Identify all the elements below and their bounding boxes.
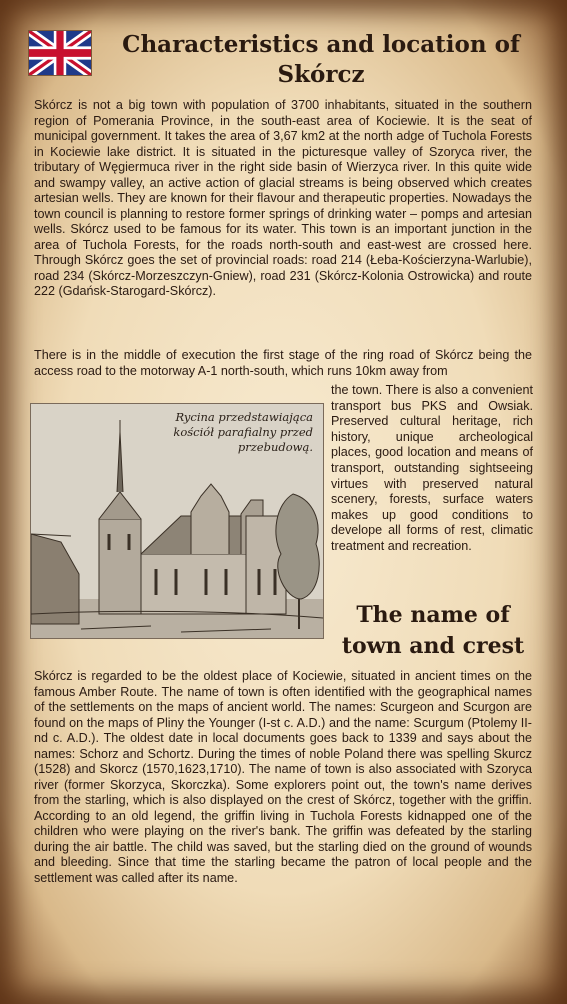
church-engraving xyxy=(30,403,324,639)
uk-flag-icon xyxy=(28,30,92,76)
section-heading-name: The name of town and crest xyxy=(341,602,525,659)
page-title: Characteristics and location of Skórcz xyxy=(122,31,520,88)
transport-paragraph: the town. There is also a convenient transport bus PKS and Owsiak. Preserved cultural heritage, rich history, unique archeological places, good location and means of transport, outstanding sightseeing virtues with preserved natural scenery, forests, surface waters makes up good conditions to develope all forms of rest, climatic treatment and recreation. xyxy=(331,383,533,553)
engraving-caption: Rycina przedstawiająca kościół parafialny przed przebudową. xyxy=(173,410,313,454)
intro-paragraph: Skórcz is not a big town with population of 3700 inhabitants, situated in the southern region of Pomerania Province, in the south-east area of Kociewie. It is the seat of municipal government. It takes the area of 3,67 km2 at the north adge of Tuchola Forests in Kociewie lake district. It is situated in the picturesque valley of Szoryca river, the tributary of Węgiermuca river in the right side basin of Wierzyca river. In this quite wide and swampy valley, an active action of glacial streams is being observed which creates artesian wells. They are known for their flavour and therapeutic properties. Nowadays the town council is planning to restore former springs of drinking water – pomps and artesian wells. Skórcz used to be famous for its water. This town is an important junction in the area of Tuchola Forests, for the roads north-south and east-west are crossed here. Through Skórcz goes the set of provincial roads: road 214 (Łeba-Kościerzyna-Warlubie), road 234 (Skórcz-Morzeszczyn-Gniew), road 231 (Skórcz-Kolonia Ostrowicka) and route 222 (Gdańsk-Starogard-Skórcz). xyxy=(34,98,532,298)
name-and-crest-paragraph: Skórcz is regarded to be the oldest place of Kociewie, situated in ancient times on the famous Amber Route. The name of town is often identified with the geographical names of the settlements on the maps of ancient world. The names: Scurgeon and Scurgon are found on the maps of Pliny the Younger (I-st c. A.D.) and the name: Scurgum (Ptolemy II-nd c. A.D.). The oldest date in local documents goes back to 1339 and says about the names: Schorz and Schortz. During the times of noble Poland there was spelling Skurcz (1528) and Skorcz (1570,1623,1710). The name of town is also associated with Szoryca river (former Skorzyca, Skorczka). Some explorers point out, the town's name derives from the starling, which is also displayed on the crest of Skórcz, together with the griffin. According to an old legend, the griffin living in Tuchola Forests kidnapped one of the children who were playing on the river's bank. The griffin was defeated by the starling during the air battle. The child was saved, but the starling died on the ground of wounds and bleeding. Since that time the starling became the patron of local people and the settlement was called after its name. xyxy=(34,669,532,885)
ring-road-paragraph: There is in the middle of execution the first stage of the ring road of Skórcz being the access road to the motorway A-1 north-south, which runs 10km away from xyxy=(34,348,532,378)
